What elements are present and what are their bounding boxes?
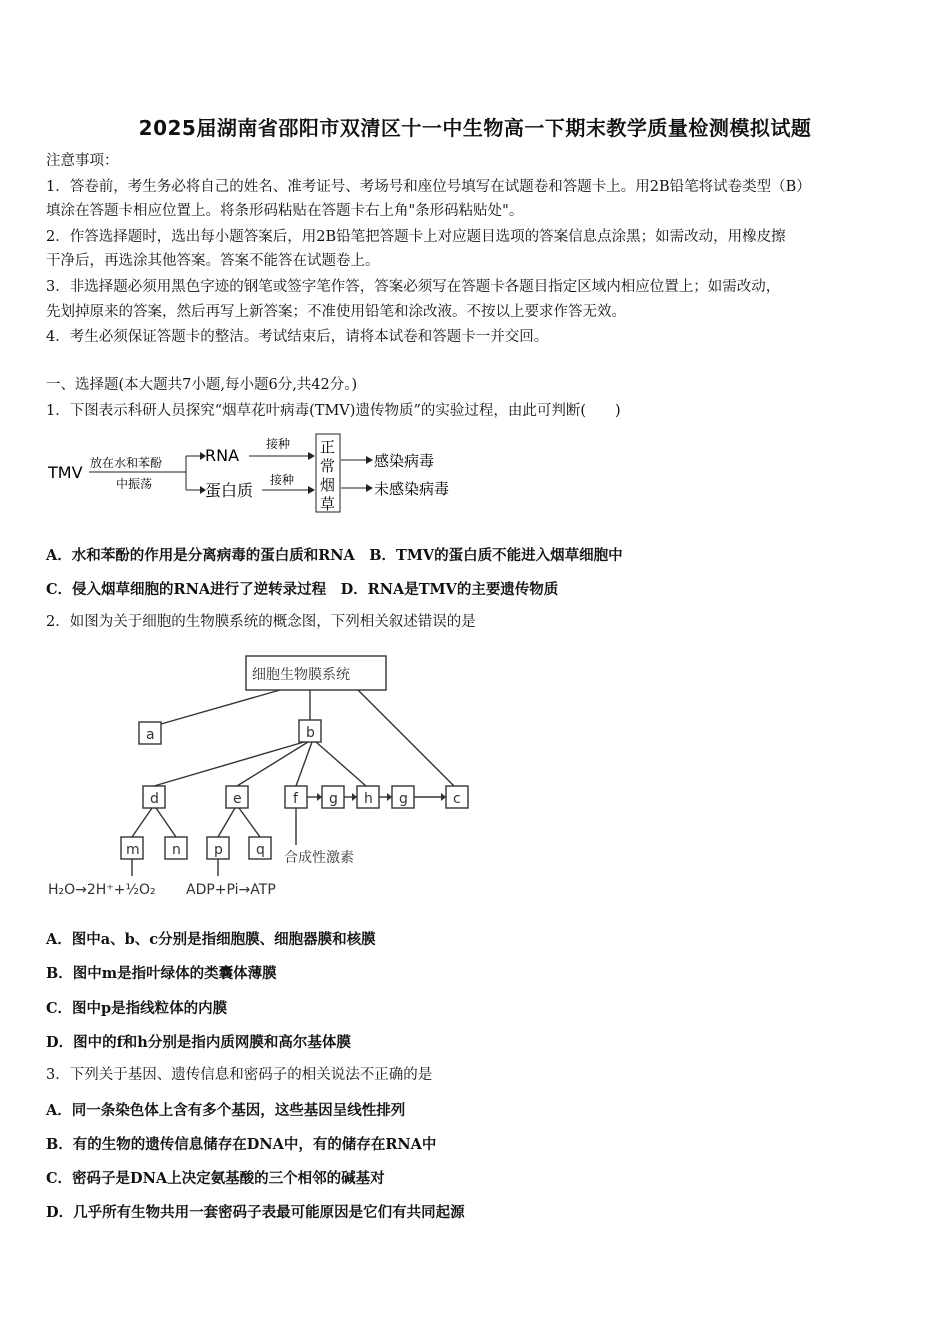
node-g: g: [329, 791, 338, 807]
node-m: m: [126, 842, 140, 858]
notice-line: 干净后，再选涂其他答案。答案不能答在试题卷上。: [46, 253, 380, 269]
protein-label: 蛋白质: [205, 481, 254, 500]
hormone-label: 合成性激素: [284, 850, 354, 866]
q3-option-b: B．有的生物的遗传信息储存在DNA中，有的储存在RNA中: [46, 1136, 437, 1153]
step-bottom-label: 中振荡: [116, 477, 153, 491]
q1-stem: 1．下图表示科研人员探究“烟草花叶病毒(TMV)遗传物质”的实验过程，由此可判断( ): [46, 403, 621, 419]
node-c: c: [453, 791, 461, 807]
q1-options-ab: A．水和苯酚的作用是分离病毒的蛋白质和RNA B．TMV的蛋白质不能进入烟草细胞中: [46, 547, 623, 564]
inoculate-label-2: 接种: [270, 473, 295, 487]
result-uninfected: 未感染病毒: [374, 480, 450, 498]
q2-option-c: C．图中p是指线粒体的内膜: [46, 1000, 228, 1017]
plant-char: 正: [320, 438, 336, 456]
notice-line: 4．考生必须保证答题卡的整洁。考试结束后，请将本试卷和答题卡一并交回。: [46, 329, 549, 345]
plant-char: 烟: [320, 476, 336, 494]
q2-stem: 2．如图为关于细胞的生物膜系统的概念图，下列相关叙述错误的是: [46, 614, 476, 630]
q2-option-d: D．图中的f和h分别是指内质网膜和高尔基体膜: [46, 1034, 351, 1051]
node-h: h: [364, 791, 373, 807]
node-q: q: [256, 842, 265, 858]
node-n: n: [172, 842, 181, 858]
notice-line: 2．作答选择题时，选出每小题答案后，用2B铅笔把答题卡上对应题目选项的答案信息点涂黑；如需改动，用橡皮擦: [46, 229, 786, 245]
tmv-label: TMV: [48, 463, 83, 482]
notice-line: 1．答卷前，考生务必将自己的姓名、准考证号、考场号和座位号填写在试题卷和答题卡上。用2B铅笔将试卷类型（B）: [46, 179, 811, 195]
notice-heading: 注意事项：: [46, 153, 119, 169]
node-p: p: [214, 842, 223, 858]
node-d: d: [150, 791, 159, 807]
notice-line: 填涂在答题卡相应位置上。将条形码粘贴在答题卡右上角"条形码粘贴处"。: [46, 203, 524, 219]
node-f: f: [293, 791, 298, 807]
node-a: a: [146, 727, 155, 743]
q3-option-c: C．密码子是DNA上决定氨基酸的三个相邻的碱基对: [46, 1170, 385, 1187]
node-e: e: [233, 791, 242, 807]
q3-option-a: A．同一条染色体上含有多个基因，这些基因呈线性排列: [46, 1102, 406, 1119]
page-title: 2025届湖南省邵阳市双清区十一中生物高一下期末教学质量检测模拟试题: [138, 116, 812, 140]
reaction-m: H₂O→2H⁺+½O₂: [48, 882, 156, 898]
reaction-p: ADP+Pi→ATP: [186, 882, 276, 898]
result-infected: 感染病毒: [374, 452, 435, 470]
plant-char: 常: [320, 457, 336, 475]
inoculate-label-1: 接种: [266, 437, 291, 451]
q2-option-b: B．图中m是指叶绿体的类囊体薄膜: [46, 965, 277, 982]
node-b: b: [306, 725, 315, 741]
tmv-experiment-diagram: [44, 430, 484, 520]
q1-options-cd: C．侵入烟草细胞的RNA进行了逆转录过程 D．RNA是TMV的主要遗传物质: [46, 581, 559, 598]
q3-stem: 3．下列关于基因、遗传信息和密码子的相关说法不正确的是: [46, 1067, 433, 1083]
section-heading: 一、选择题(本大题共7小题,每小题6分,共42分。): [46, 377, 358, 393]
q2-option-a: A．图中a、b、c分别是指细胞膜、细胞器膜和核膜: [46, 931, 376, 948]
step-top-label: 放在水和苯酚: [90, 456, 163, 470]
notice-line: 3．非选择题必须用黑色字迹的钢笔或签字笔作答，答案必须写在答题卡各题目指定区域内相应位置上；如需改动，: [46, 279, 781, 295]
membrane-system-diagram: [40, 650, 480, 910]
plant-char: 草: [320, 495, 336, 513]
notice-line: 先划掉原来的答案，然后再写上新答案；不准使用铅笔和涂改液。不按以上要求作答无效。: [46, 304, 626, 320]
root-label: 细胞生物膜系统: [252, 667, 350, 683]
rna-label: RNA: [205, 446, 240, 465]
node-g: g: [399, 791, 408, 807]
q3-option-d: D．几乎所有生物共用一套密码子表最可能原因是它们有共同起源: [46, 1204, 465, 1221]
